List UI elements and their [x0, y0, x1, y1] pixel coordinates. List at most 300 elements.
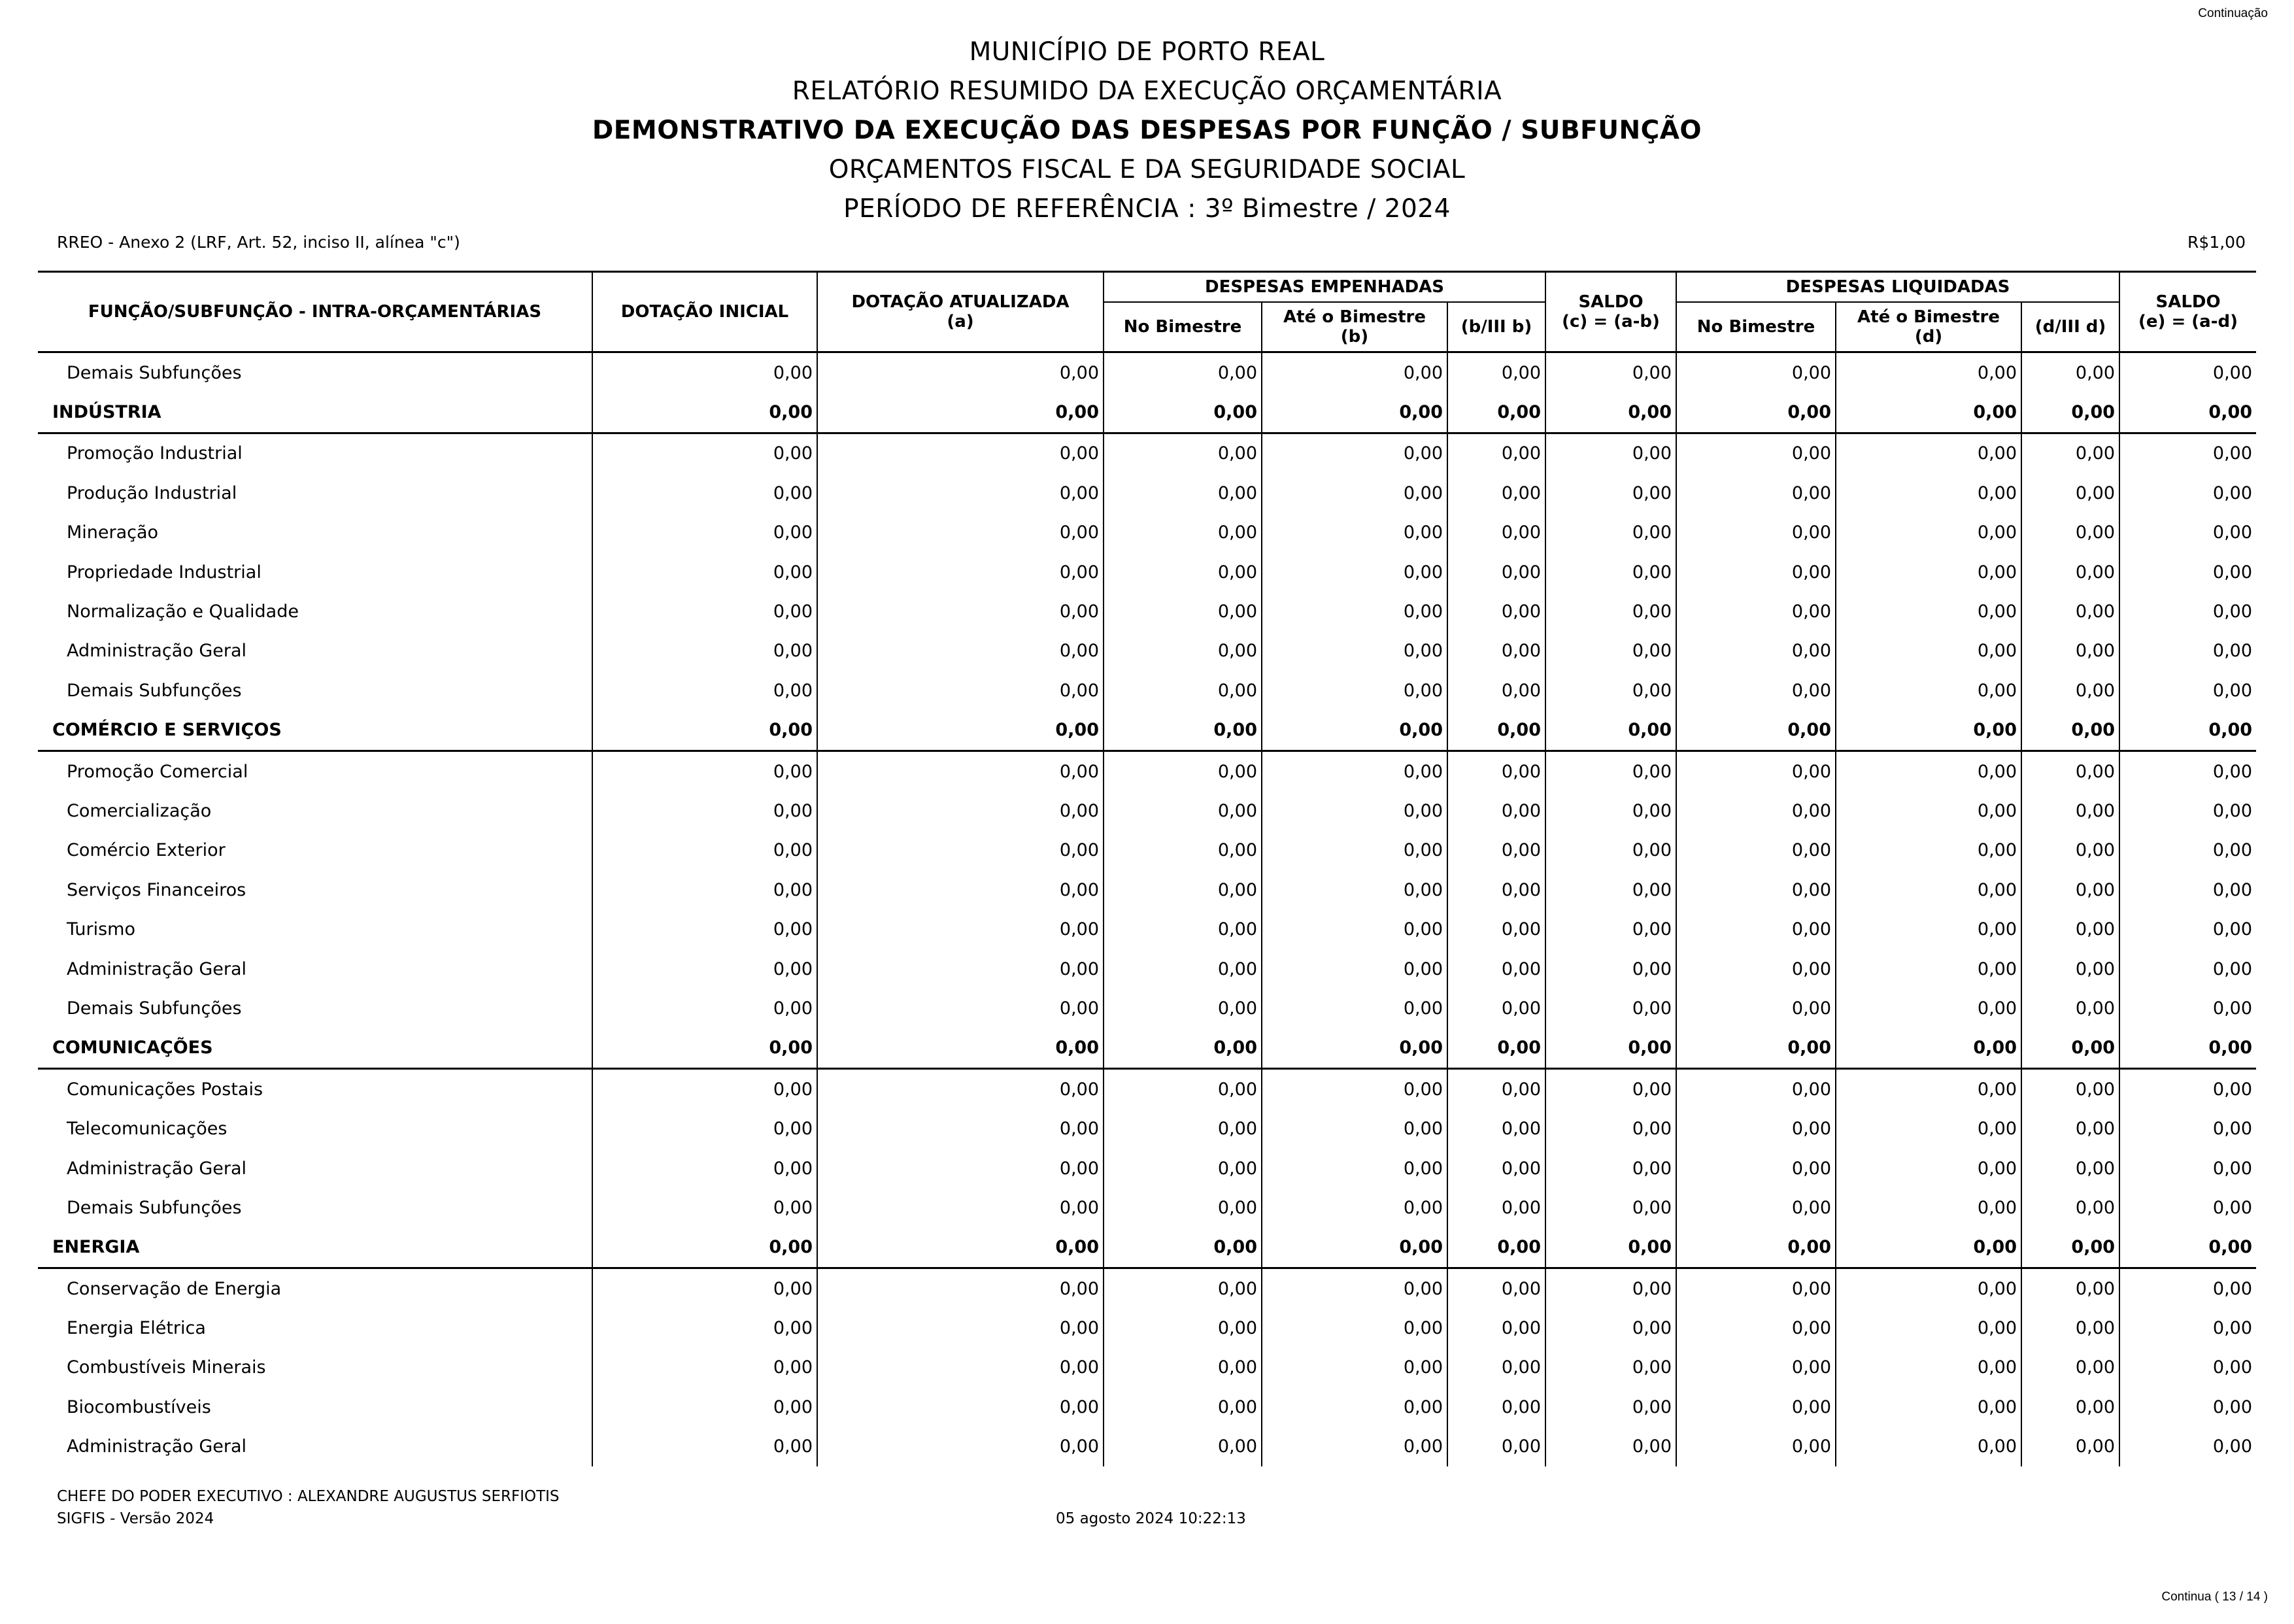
row-label: Telecomunicações: [67, 1119, 228, 1140]
subfunction-row: [38, 989, 2256, 1028]
annex-reference: RREO - Anexo 2 (LRF, Art. 52, inciso II, alínea "c"): [57, 233, 460, 252]
value-cell: 0,00: [1262, 831, 1447, 870]
value-cell: 0,00: [1545, 1427, 1676, 1466]
value-cell: 0,00: [592, 831, 817, 870]
value-cell: 0,00: [1545, 989, 1676, 1028]
value-cell: 0,00: [817, 1348, 1104, 1387]
value-cell: 0,00: [1545, 831, 1676, 870]
function-row: [38, 1228, 2256, 1268]
value-cell: 0,00: [817, 1387, 1104, 1427]
value-cell: 0,00: [1447, 1149, 1545, 1188]
value-cell: 0,00: [2021, 791, 2119, 830]
value-cell: 0,00: [1676, 392, 1836, 433]
value-cell: 0,00: [1262, 1228, 1447, 1268]
liq-ate-bimestre-sub: (d): [1914, 327, 1943, 347]
value-cell: 0,00: [1676, 473, 1836, 513]
value-cell: 0,00: [1545, 751, 1676, 791]
row-label: Propriedade Industrial: [67, 562, 261, 583]
subfunction-row: [38, 473, 2256, 513]
value-cell: 0,00: [1104, 1427, 1262, 1466]
value-cell: 0,00: [1104, 870, 1262, 909]
value-cell: 0,00: [1545, 791, 1676, 830]
row-label: Comunicações Postais: [67, 1079, 263, 1100]
value-cell: 0,00: [2119, 1268, 2256, 1308]
value-cell: 0,00: [2119, 1149, 2256, 1188]
row-label: Energia Elétrica: [67, 1318, 206, 1339]
value-cell: 0,00: [2021, 711, 2119, 751]
row-label: Mineração: [67, 522, 159, 543]
budget-scope: ORÇAMENTOS FISCAL E DA SEGURIDADE SOCIAL: [828, 155, 1466, 184]
row-label: INDÚSTRIA: [38, 392, 592, 433]
row-label: Demais Subfunções: [67, 998, 242, 1019]
value-cell: 0,00: [1676, 1308, 1836, 1347]
value-cell: 0,00: [2119, 592, 2256, 631]
value-cell: 0,00: [1676, 831, 1836, 870]
row-label: Promoção Industrial: [67, 443, 243, 464]
subfunction-row: [38, 433, 2256, 473]
value-cell: 0,00: [1262, 1348, 1447, 1387]
value-cell: 0,00: [817, 989, 1104, 1028]
report-subinfo: [57, 233, 2246, 252]
value-cell: 0,00: [1104, 1268, 1262, 1308]
value-cell: 0,00: [817, 1069, 1104, 1109]
value-cell: 0,00: [1676, 1228, 1836, 1268]
value-cell: 0,00: [592, 1268, 817, 1308]
liq-ate-bimestre-label: Até o Bimestre: [1857, 307, 2000, 327]
value-cell: 0,00: [1262, 909, 1447, 949]
row-label: Combustíveis Minerais: [67, 1357, 266, 1378]
row-label: Administração Geral: [67, 958, 247, 979]
value-cell: 0,00: [592, 632, 817, 671]
value-cell: 0,00: [1447, 989, 1545, 1028]
col-emp-pct-header: (b/III b): [1447, 302, 1545, 352]
subfunction-row: [38, 791, 2256, 830]
saldo-e-label: SALDO: [2155, 292, 2221, 312]
value-cell: 0,00: [592, 352, 817, 393]
value-cell: 0,00: [1836, 1069, 2021, 1109]
value-cell: 0,00: [1545, 1149, 1676, 1188]
value-cell: 0,00: [1836, 1308, 2021, 1347]
value-cell: 0,00: [1676, 592, 1836, 631]
value-cell: 0,00: [2119, 1348, 2256, 1387]
value-cell: 0,00: [1836, 1427, 2021, 1466]
col-liq-no-bimestre-header: No Bimestre: [1676, 302, 1836, 352]
value-cell: 0,00: [1447, 1308, 1545, 1347]
value-cell: 0,00: [1104, 352, 1262, 393]
row-label: Comércio Exterior: [67, 840, 226, 861]
value-cell: 0,00: [592, 592, 817, 631]
value-cell: 0,00: [1836, 989, 2021, 1028]
value-cell: 0,00: [817, 751, 1104, 791]
value-cell: 0,00: [817, 1228, 1104, 1268]
value-cell: 0,00: [1545, 632, 1676, 671]
value-cell: 0,00: [817, 1268, 1104, 1308]
value-cell: 0,00: [1262, 433, 1447, 473]
value-cell: 0,00: [1104, 1228, 1262, 1268]
value-cell: 0,00: [817, 831, 1104, 870]
reference-period: PERÍODO DE REFERÊNCIA : 3º Bimestre / 2024: [843, 194, 1451, 224]
value-cell: 0,00: [2021, 592, 2119, 631]
value-cell: 0,00: [2119, 1188, 2256, 1227]
value-cell: 0,00: [1104, 989, 1262, 1028]
value-cell: 0,00: [1676, 791, 1836, 830]
value-cell: 0,00: [1836, 1188, 2021, 1227]
value-cell: 0,00: [817, 1427, 1104, 1466]
col-emp-ate-bimestre-header: [1262, 302, 1447, 352]
value-cell: 0,00: [592, 909, 817, 949]
value-cell: 0,00: [1447, 1427, 1545, 1466]
value-cell: 0,00: [817, 433, 1104, 473]
value-cell: 0,00: [2021, 352, 2119, 393]
subfunction-row: [38, 1387, 2256, 1427]
value-cell: 0,00: [817, 1149, 1104, 1188]
value-cell: 0,00: [2021, 870, 2119, 909]
value-cell: 0,00: [1447, 909, 1545, 949]
value-cell: 0,00: [1447, 1069, 1545, 1109]
value-cell: 0,00: [1676, 751, 1836, 791]
value-cell: 0,00: [592, 949, 817, 989]
subfunction-row: [38, 552, 2256, 592]
value-cell: 0,00: [817, 1188, 1104, 1227]
value-cell: 0,00: [2119, 711, 2256, 751]
value-cell: 0,00: [1545, 870, 1676, 909]
value-cell: 0,00: [1104, 1149, 1262, 1188]
value-cell: 0,00: [1104, 1109, 1262, 1148]
value-cell: 0,00: [1104, 592, 1262, 631]
generation-timestamp: 05 agosto 2024 10:22:13: [1056, 1510, 1246, 1527]
value-cell: 0,00: [592, 751, 817, 791]
value-cell: 0,00: [2119, 791, 2256, 830]
value-cell: 0,00: [2119, 1427, 2256, 1466]
row-label: Normalização e Qualidade: [67, 601, 299, 622]
value-cell: 0,00: [2119, 1109, 2256, 1148]
value-cell: 0,00: [1836, 392, 2021, 433]
col-liq-pct-header: (d/III d): [2021, 302, 2119, 352]
subfunction-row: [38, 1069, 2256, 1109]
value-cell: 0,00: [592, 1028, 817, 1069]
row-label: Biocombustíveis: [67, 1396, 211, 1417]
value-cell: 0,00: [1836, 632, 2021, 671]
value-cell: 0,00: [817, 1308, 1104, 1347]
value-cell: 0,00: [2119, 473, 2256, 513]
col-liq-ate-bimestre-header: [1836, 302, 2021, 352]
value-cell: 0,00: [2021, 1427, 2119, 1466]
value-cell: 0,00: [1836, 352, 2021, 393]
value-cell: 0,00: [2119, 909, 2256, 949]
value-cell: 0,00: [1447, 1228, 1545, 1268]
system-version: SIGFIS - Versão 2024: [57, 1510, 214, 1527]
subfunction-row: [38, 1188, 2256, 1227]
value-cell: 0,00: [1104, 1028, 1262, 1069]
value-cell: 0,00: [817, 791, 1104, 830]
value-cell: 0,00: [1836, 513, 2021, 552]
value-cell: 0,00: [1676, 711, 1836, 751]
value-cell: 0,00: [2021, 1188, 2119, 1227]
statement-title: DEMONSTRATIVO DA EXECUÇÃO DAS DESPESAS POR FUNÇÃO / SUBFUNÇÃO: [592, 116, 1702, 145]
value-cell: 0,00: [1836, 671, 2021, 710]
row-label: Demais Subfunções: [67, 680, 242, 701]
value-cell: 0,00: [1447, 949, 1545, 989]
value-cell: 0,00: [1545, 552, 1676, 592]
value-cell: 0,00: [1836, 1149, 2021, 1188]
value-cell: 0,00: [1676, 1149, 1836, 1188]
value-cell: 0,00: [817, 1028, 1104, 1069]
function-row: [38, 1028, 2256, 1069]
value-cell: 0,00: [592, 1069, 817, 1109]
value-cell: 0,00: [1104, 632, 1262, 671]
value-cell: 0,00: [1676, 433, 1836, 473]
value-cell: 0,00: [1447, 592, 1545, 631]
value-cell: 0,00: [2119, 513, 2256, 552]
value-cell: 0,00: [1447, 1109, 1545, 1148]
value-cell: 0,00: [2119, 870, 2256, 909]
value-cell: 0,00: [1104, 671, 1262, 710]
value-cell: 0,00: [1676, 870, 1836, 909]
value-cell: 0,00: [1262, 989, 1447, 1028]
col-dotacao-atualizada-header: [817, 272, 1104, 352]
value-cell: 0,00: [1262, 1387, 1447, 1427]
value-cell: 0,00: [592, 1427, 817, 1466]
value-cell: 0,00: [1447, 392, 1545, 433]
value-cell: 0,00: [1262, 1188, 1447, 1227]
subfunction-row: [38, 352, 2256, 393]
saldo-c-label: SALDO: [1578, 292, 1644, 312]
value-cell: 0,00: [592, 671, 817, 710]
value-cell: 0,00: [1104, 949, 1262, 989]
value-cell: 0,00: [592, 1149, 817, 1188]
value-cell: 0,00: [592, 552, 817, 592]
value-cell: 0,00: [2119, 1308, 2256, 1347]
col-emp-no-bimestre-header: No Bimestre: [1104, 302, 1262, 352]
value-cell: 0,00: [2119, 949, 2256, 989]
value-cell: 0,00: [2021, 552, 2119, 592]
subfunction-row: [38, 513, 2256, 552]
subfunction-row: [38, 1308, 2256, 1347]
function-row: [38, 392, 2256, 433]
value-cell: 0,00: [1836, 949, 2021, 989]
value-cell: 0,00: [1262, 671, 1447, 710]
row-label: Serviços Financeiros: [67, 879, 246, 900]
value-cell: 0,00: [2119, 552, 2256, 592]
continuation-label: Continuação: [2198, 7, 2268, 20]
value-cell: 0,00: [592, 791, 817, 830]
value-cell: 0,00: [1104, 1308, 1262, 1347]
value-cell: 0,00: [592, 870, 817, 909]
row-label: Administração Geral: [67, 641, 247, 662]
emp-ate-bimestre-sub: (b): [1340, 327, 1369, 347]
row-label: Promoção Comercial: [67, 761, 248, 782]
value-cell: 0,00: [592, 711, 817, 751]
col-saldo-c-header: [1545, 272, 1676, 352]
value-cell: 0,00: [2021, 1109, 2119, 1148]
value-cell: 0,00: [2021, 433, 2119, 473]
value-cell: 0,00: [1545, 949, 1676, 989]
value-cell: 0,00: [817, 632, 1104, 671]
value-cell: 0,00: [1836, 1348, 2021, 1387]
value-cell: 0,00: [817, 711, 1104, 751]
value-cell: 0,00: [2021, 1308, 2119, 1347]
report-footer: [57, 1485, 560, 1530]
value-cell: 0,00: [592, 1109, 817, 1148]
value-cell: 0,00: [1262, 392, 1447, 433]
value-cell: 0,00: [1447, 831, 1545, 870]
value-cell: 0,00: [1262, 1308, 1447, 1347]
value-cell: 0,00: [1262, 352, 1447, 393]
row-label: COMUNICAÇÕES: [38, 1028, 592, 1069]
value-cell: 0,00: [2021, 1348, 2119, 1387]
subfunction-row: [38, 751, 2256, 791]
value-cell: 0,00: [1104, 1069, 1262, 1109]
value-cell: 0,00: [2119, 1228, 2256, 1268]
value-cell: 0,00: [1104, 711, 1262, 751]
subfunction-row: [38, 1149, 2256, 1188]
value-cell: 0,00: [1836, 1109, 2021, 1148]
subfunction-row: [38, 1348, 2256, 1387]
subfunction-row: [38, 1427, 2256, 1466]
value-cell: 0,00: [1545, 1387, 1676, 1427]
value-cell: 0,00: [817, 592, 1104, 631]
value-cell: 0,00: [2119, 1028, 2256, 1069]
subfunction-row: [38, 949, 2256, 989]
value-cell: 0,00: [2021, 989, 2119, 1028]
value-cell: 0,00: [1104, 909, 1262, 949]
value-cell: 0,00: [1104, 473, 1262, 513]
subfunction-row: [38, 671, 2256, 710]
value-cell: 0,00: [1104, 1348, 1262, 1387]
value-cell: 0,00: [1836, 433, 2021, 473]
value-cell: 0,00: [1545, 671, 1676, 710]
value-cell: 0,00: [2021, 1387, 2119, 1427]
value-cell: 0,00: [1262, 711, 1447, 751]
value-cell: 0,00: [1676, 1268, 1836, 1308]
value-cell: 0,00: [2119, 352, 2256, 393]
value-cell: 0,00: [1676, 1188, 1836, 1227]
value-cell: 0,00: [1676, 1387, 1836, 1427]
function-row: [38, 711, 2256, 751]
value-cell: 0,00: [1447, 671, 1545, 710]
row-label: Turismo: [67, 919, 135, 940]
value-cell: 0,00: [1447, 791, 1545, 830]
currency-unit: R$1,00: [2187, 233, 2246, 252]
value-cell: 0,00: [1836, 1268, 2021, 1308]
value-cell: 0,00: [2119, 1069, 2256, 1109]
value-cell: 0,00: [1676, 1069, 1836, 1109]
subfunction-row: [38, 831, 2256, 870]
value-cell: 0,00: [592, 1228, 817, 1268]
value-cell: 0,00: [1676, 552, 1836, 592]
value-cell: 0,00: [1447, 711, 1545, 751]
value-cell: 0,00: [2119, 831, 2256, 870]
subfunction-row: [38, 1109, 2256, 1148]
saldo-e-sub: (e) = (a-d): [2138, 312, 2238, 331]
value-cell: 0,00: [2119, 989, 2256, 1028]
value-cell: 0,00: [592, 1387, 817, 1427]
value-cell: 0,00: [2119, 1387, 2256, 1427]
report-title: RELATÓRIO RESUMIDO DA EXECUÇÃO ORÇAMENTÁRIA: [792, 76, 1502, 106]
value-cell: 0,00: [1676, 513, 1836, 552]
subfunction-row: [38, 592, 2256, 631]
col-dotacao-inicial-header: DOTAÇÃO INICIAL: [592, 272, 817, 352]
value-cell: 0,00: [1836, 791, 2021, 830]
value-cell: 0,00: [2021, 392, 2119, 433]
subfunction-row: [38, 632, 2256, 671]
value-cell: 0,00: [592, 1308, 817, 1347]
value-cell: 0,00: [2021, 632, 2119, 671]
value-cell: 0,00: [1545, 1228, 1676, 1268]
value-cell: 0,00: [2021, 949, 2119, 989]
row-label: Demais Subfunções: [67, 362, 242, 383]
value-cell: 0,00: [1545, 909, 1676, 949]
value-cell: 0,00: [592, 1188, 817, 1227]
value-cell: 0,00: [1104, 791, 1262, 830]
value-cell: 0,00: [2021, 671, 2119, 710]
value-cell: 0,00: [2021, 909, 2119, 949]
value-cell: 0,00: [1836, 552, 2021, 592]
value-cell: 0,00: [1545, 1109, 1676, 1148]
value-cell: 0,00: [2021, 1149, 2119, 1188]
value-cell: 0,00: [1447, 552, 1545, 592]
row-label: Comercialização: [67, 800, 212, 821]
value-cell: 0,00: [2021, 513, 2119, 552]
value-cell: 0,00: [1262, 513, 1447, 552]
value-cell: 0,00: [1262, 632, 1447, 671]
row-label: Produção Industrial: [67, 482, 237, 503]
value-cell: 0,00: [1836, 831, 2021, 870]
value-cell: 0,00: [592, 513, 817, 552]
value-cell: 0,00: [1104, 513, 1262, 552]
value-cell: 0,00: [1447, 1188, 1545, 1227]
table-header: [38, 272, 2256, 352]
value-cell: 0,00: [592, 392, 817, 433]
row-label: COMÉRCIO E SERVIÇOS: [38, 711, 592, 751]
value-cell: 0,00: [1262, 791, 1447, 830]
row-label: Conservação de Energia: [67, 1278, 282, 1299]
value-cell: 0,00: [1676, 949, 1836, 989]
expenses-table: [38, 271, 2256, 1466]
value-cell: 0,00: [1545, 1188, 1676, 1227]
value-cell: 0,00: [1836, 473, 2021, 513]
dotacao-atualizada-sub: (a): [947, 312, 974, 331]
value-cell: 0,00: [1676, 1427, 1836, 1466]
value-cell: 0,00: [1447, 870, 1545, 909]
value-cell: 0,00: [817, 949, 1104, 989]
value-cell: 0,00: [1545, 1069, 1676, 1109]
value-cell: 0,00: [1545, 711, 1676, 751]
value-cell: 0,00: [1262, 1069, 1447, 1109]
value-cell: 0,00: [1545, 392, 1676, 433]
value-cell: 0,00: [1104, 831, 1262, 870]
value-cell: 0,00: [2021, 1228, 2119, 1268]
value-cell: 0,00: [1262, 1028, 1447, 1069]
saldo-c-sub: (c) = (a-b): [1562, 312, 1660, 331]
value-cell: 0,00: [1262, 870, 1447, 909]
value-cell: 0,00: [1262, 1149, 1447, 1188]
row-label: Demais Subfunções: [67, 1197, 242, 1218]
table-body: [38, 352, 2256, 1466]
value-cell: 0,00: [817, 552, 1104, 592]
value-cell: 0,00: [1836, 1387, 2021, 1427]
value-cell: 0,00: [1447, 352, 1545, 393]
col-saldo-e-header: [2119, 272, 2256, 352]
value-cell: 0,00: [2119, 751, 2256, 791]
value-cell: 0,00: [1447, 751, 1545, 791]
row-label: Administração Geral: [67, 1436, 247, 1457]
value-cell: 0,00: [1545, 592, 1676, 631]
value-cell: 0,00: [817, 671, 1104, 710]
value-cell: 0,00: [592, 989, 817, 1028]
subfunction-row: [38, 909, 2256, 949]
value-cell: 0,00: [1262, 552, 1447, 592]
